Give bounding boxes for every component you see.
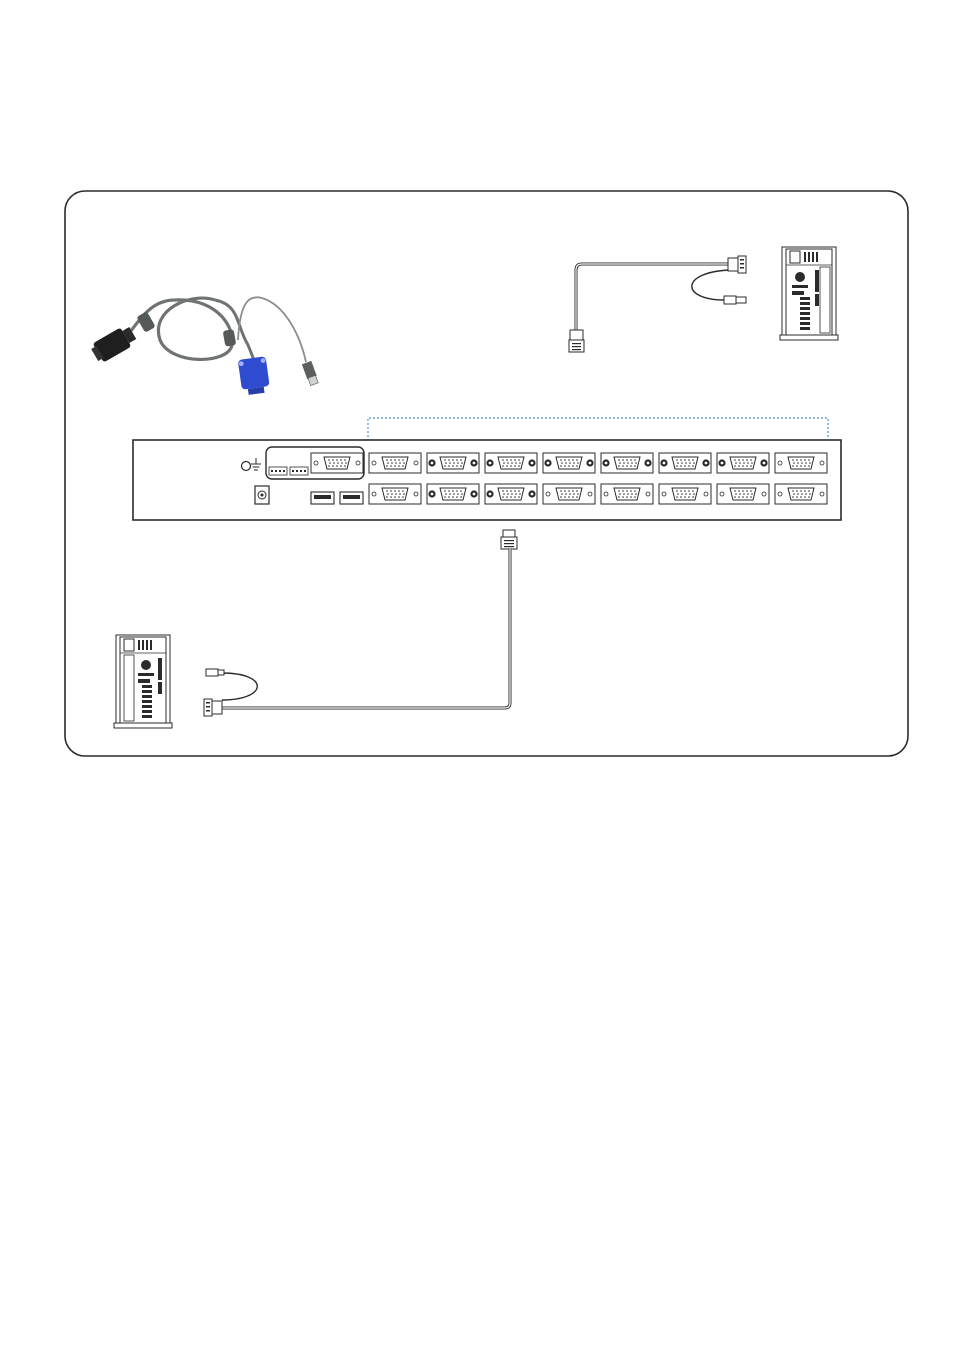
vga-port-icon bbox=[427, 453, 479, 473]
top-cable-icon bbox=[569, 256, 746, 352]
vga-port-icon bbox=[775, 453, 827, 473]
bottom-cable-icon bbox=[204, 530, 517, 716]
console-vga-port-icon bbox=[311, 453, 363, 473]
vga-port-icon bbox=[369, 453, 421, 473]
usb-port-icon bbox=[311, 492, 334, 504]
computer-tower-icon bbox=[780, 247, 838, 340]
vga-port-icon bbox=[543, 453, 595, 473]
dotted-guide-line bbox=[368, 418, 828, 437]
vga-port-icon bbox=[601, 484, 653, 504]
vga-port-icon bbox=[659, 453, 711, 473]
vga-port-icon bbox=[485, 453, 537, 473]
dc-power-jack-icon bbox=[255, 486, 269, 504]
vga-port-icon bbox=[427, 484, 479, 504]
vga-port-icon bbox=[775, 484, 827, 504]
vga-port-icon bbox=[485, 484, 537, 504]
vga-port-icon bbox=[717, 484, 769, 504]
usb-port-icon bbox=[340, 492, 363, 504]
computer-tower-icon bbox=[114, 635, 172, 728]
vga-port-icon bbox=[601, 453, 653, 473]
vga-port-icon bbox=[369, 484, 421, 504]
vga-port-icon bbox=[717, 453, 769, 473]
vga-port-icon bbox=[659, 484, 711, 504]
kvm-cable-icon bbox=[89, 297, 319, 395]
vga-port-icon bbox=[543, 484, 595, 504]
kvm-switch-icon bbox=[133, 440, 841, 520]
